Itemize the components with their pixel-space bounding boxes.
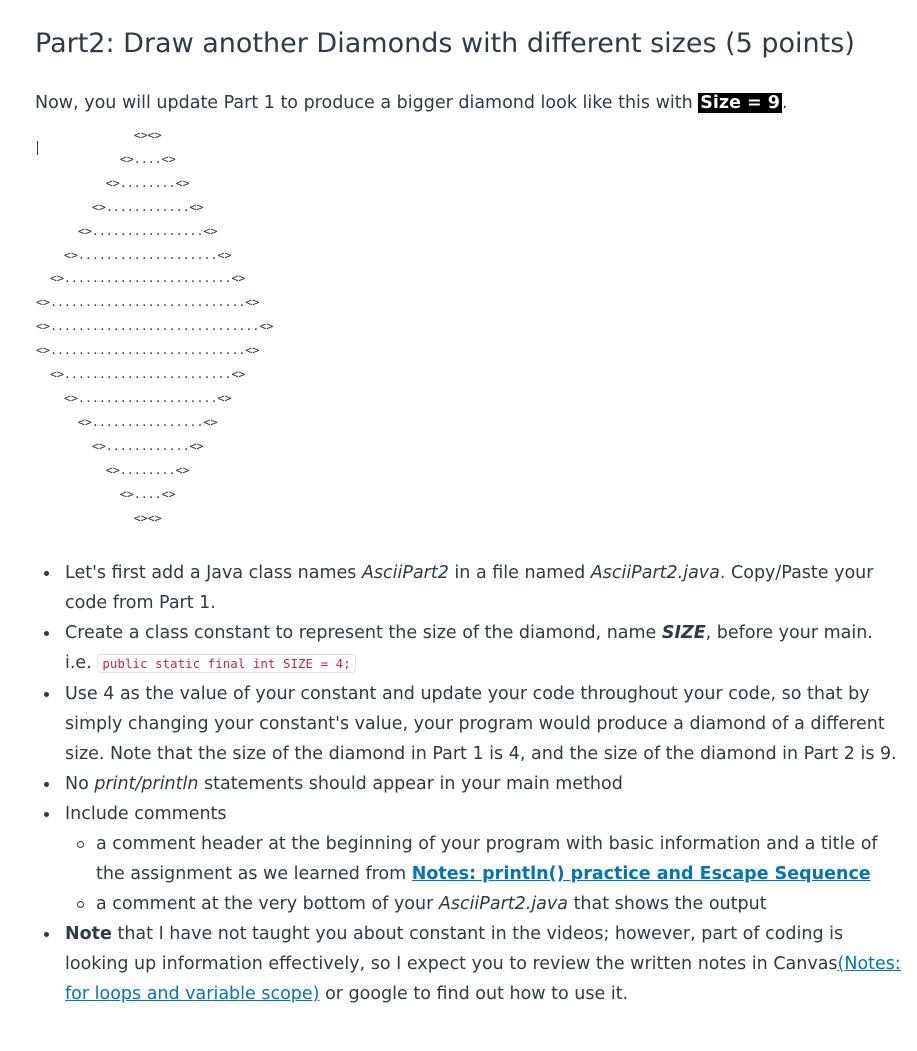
list-item-comments xyxy=(65,799,905,919)
text: in a file named xyxy=(448,563,591,583)
size-badge: Size = 9 xyxy=(700,93,780,113)
diamond-line: <>........<> xyxy=(36,175,190,190)
notes-for-loops-link[interactable]: (Notes: for loops and variable scope) xyxy=(65,954,901,1004)
list-item-note xyxy=(65,919,905,1009)
diamond-line: <>........<> xyxy=(36,462,190,477)
text: No xyxy=(65,774,95,794)
list-item-print xyxy=(65,769,905,799)
diamond-line: <>....<> xyxy=(36,151,176,166)
diamond-line: <>....<> xyxy=(36,486,176,501)
diamond-line: <>................<> xyxy=(36,414,218,429)
diamond-line: <>............................<> xyxy=(36,343,260,358)
diamond-line: <>....................<> xyxy=(36,247,232,262)
text: a comment header at the beginning of your program with basic information and a title of the assignment as we learned from xyxy=(96,834,878,884)
method-names: print/println xyxy=(94,774,199,794)
diamond-line: <>................<> xyxy=(36,223,218,238)
diamond-output xyxy=(36,124,273,530)
diamond-line: <>............<> xyxy=(36,199,204,214)
text: or google to find out how to use it. xyxy=(319,984,629,1004)
comments-sublist xyxy=(65,829,905,919)
text: Let's first add a Java class names xyxy=(65,563,362,583)
list-item-class-name xyxy=(65,558,905,618)
text: , before your main. i.e. xyxy=(65,623,873,673)
text: statements should appear in your main method xyxy=(198,774,623,794)
class-name: AsciiPart2 xyxy=(361,563,449,583)
diamond-line: <><> xyxy=(36,510,162,525)
note-label: Note xyxy=(65,924,112,944)
text: . Copy/Paste your code from Part 1. xyxy=(65,563,874,613)
text: a comment at the very bottom of your xyxy=(96,894,439,914)
intro-text: Now, you will update Part 1 to produce a bigger diamond look like this with xyxy=(35,93,699,113)
page-title: Part2: Draw another Diamonds with different sizes (5 points) xyxy=(35,28,855,59)
diamond-line: <>............<> xyxy=(36,438,204,453)
intro-paragraph xyxy=(35,93,788,113)
text: Use 4 as the value of your constant and update your code throughout your code, so that by simply changing your constant's value, your program would produce a diamond of a different size. Note that the size of the diamond in Part 1 is 4, and the size of the diamond in Part 2 is 9. xyxy=(65,684,897,764)
diamond-line: <>....................<> xyxy=(36,390,232,405)
constant-name: SIZE xyxy=(661,623,706,643)
diamond-line: <><> xyxy=(36,128,162,142)
sublist-item-header xyxy=(96,829,905,889)
text: Include comments xyxy=(65,804,227,824)
diamond-line: <>........................<> xyxy=(36,271,246,286)
code-snippet: public static final int SIZE = 4; xyxy=(97,654,355,673)
diamond-line: <>..............................<> xyxy=(36,319,274,334)
text: Create a class constant to represent the size of the diamond, name xyxy=(65,623,662,643)
intro-end: . xyxy=(781,93,788,113)
notes-println-link[interactable]: Notes: println() practice and Escape Sequence xyxy=(411,864,871,884)
file-name: AsciiPart2.java xyxy=(438,894,568,914)
file-name: AsciiPart2.java xyxy=(590,563,720,583)
text: that shows the output xyxy=(568,894,767,914)
diamond-line: <>........................<> xyxy=(36,367,246,382)
sublist-item-output xyxy=(96,889,905,919)
diamond-line: <>............................<> xyxy=(36,295,260,310)
list-item-constant xyxy=(65,618,905,679)
instructions-list xyxy=(35,558,905,1009)
text: that I have not taught you about constant in the videos; however, part of coding is looking up information effectively, so I expect you to review the written notes in Canvas xyxy=(65,924,844,974)
list-item-value xyxy=(65,679,905,769)
